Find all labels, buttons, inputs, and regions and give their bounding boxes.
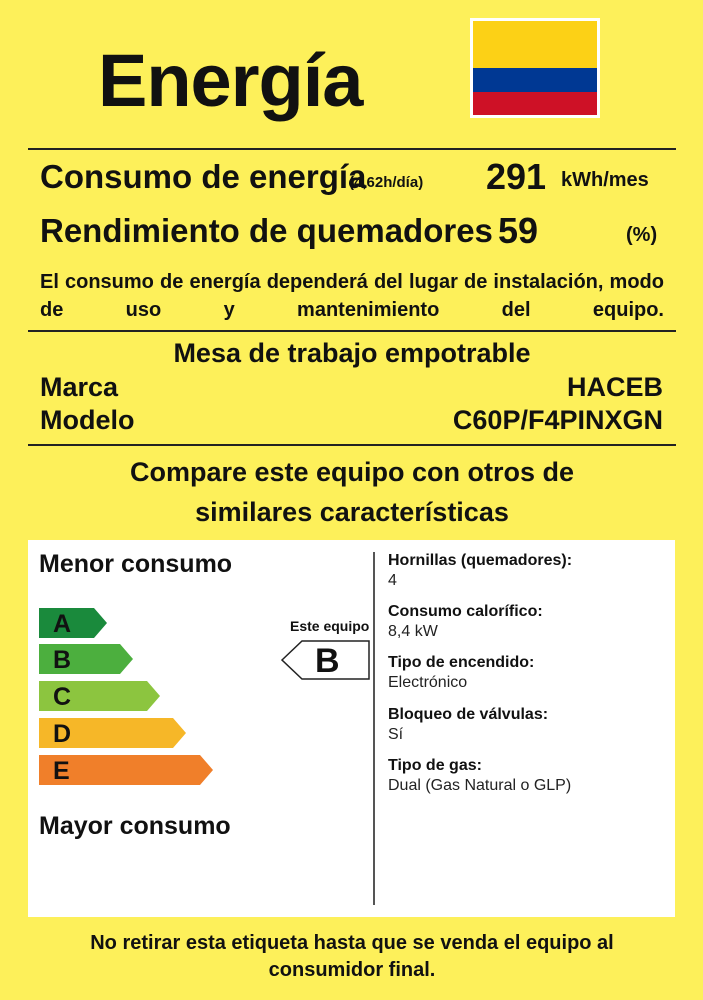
performance-value: 59 xyxy=(498,210,539,251)
compare-line-1: Compare este equipo con otros de xyxy=(129,457,575,487)
spec-value: Dual (Gas Natural o GLP) xyxy=(388,777,572,794)
class-letter-e: E xyxy=(53,757,70,785)
performance-unit: (%) xyxy=(626,224,658,246)
divider xyxy=(28,148,676,150)
spec-valve-lock xyxy=(388,706,668,744)
spec-label: Hornillas (quemadores): xyxy=(388,552,573,569)
spec-burners xyxy=(388,552,668,590)
spec-label: Tipo de encendido: xyxy=(388,654,535,671)
spec-label: Tipo de gas: xyxy=(388,757,482,774)
this-equipment-label: Este equipo xyxy=(290,618,370,634)
disclaimer-text: El consumo de energía dependerá del lugar de instalación, modo de uso y mantenimiento del equipo. xyxy=(40,271,664,321)
brand-value: HACEB xyxy=(566,372,663,402)
compare-line-2: similares características xyxy=(195,497,509,527)
colombia-flag-icon xyxy=(470,18,600,118)
spec-heat-consumption xyxy=(388,603,668,641)
model-value: C60P/F4PINXGN xyxy=(452,405,663,435)
spec-label: Bloqueo de válvulas: xyxy=(388,706,549,723)
label-title: Energía xyxy=(98,39,363,122)
scale-bottom-label: Mayor consumo xyxy=(39,812,231,840)
class-letter-a: A xyxy=(53,610,72,638)
footer-line-2: consumidor final. xyxy=(268,959,436,981)
flag-stripe-red xyxy=(473,92,597,116)
footer-warning xyxy=(28,930,676,984)
panel-divider xyxy=(373,552,375,905)
class-letter-c: C xyxy=(53,683,72,711)
consumption-hours-note: (4,62h/día) xyxy=(349,174,424,191)
brand-label: Marca xyxy=(40,372,119,402)
performance-label: Rendimiento de quemadores xyxy=(40,212,493,249)
spec-label: Consumo calorífico: xyxy=(388,603,543,620)
model-label: Modelo xyxy=(40,405,135,435)
spec-gas-type xyxy=(388,757,668,795)
class-letter-b: B xyxy=(53,646,72,674)
divider xyxy=(28,330,676,332)
this-equipment-class: B xyxy=(315,642,340,680)
flag-stripe-yellow xyxy=(473,21,597,68)
this-equipment-indicator xyxy=(281,640,371,680)
product-type: Mesa de trabajo empotrable xyxy=(173,338,531,368)
divider xyxy=(28,444,676,446)
footer-line-1: No retirar esta etiqueta hasta que se venda el equipo al xyxy=(90,932,614,954)
spec-ignition-type xyxy=(388,654,668,692)
consumption-label: Consumo de energía xyxy=(40,158,367,195)
efficiency-panel xyxy=(28,540,675,917)
class-arrow-a xyxy=(39,608,109,638)
spec-value: Sí xyxy=(388,726,404,743)
spec-value: Electrónico xyxy=(388,674,468,691)
consumption-unit: kWh/mes xyxy=(561,169,649,191)
class-letter-d: D xyxy=(53,720,72,748)
flag-stripe-blue xyxy=(473,68,597,92)
scale-top-label: Menor consumo xyxy=(39,550,233,578)
spec-value: 4 xyxy=(388,572,397,589)
spec-value: 8,4 kW xyxy=(388,623,438,640)
compare-heading xyxy=(28,452,676,532)
consumption-value: 291 xyxy=(486,156,547,197)
